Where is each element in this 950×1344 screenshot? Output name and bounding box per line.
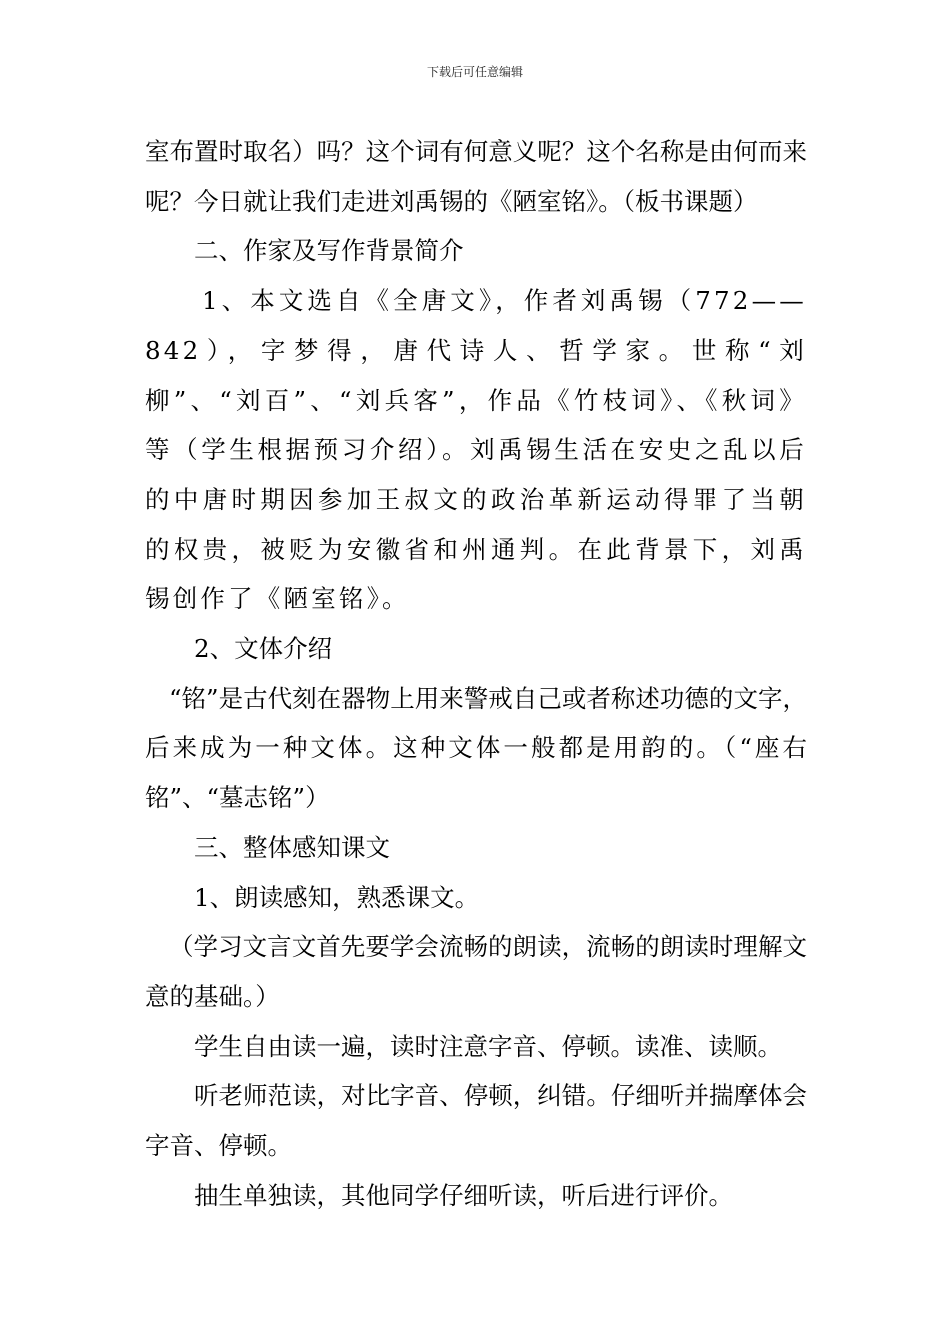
section-heading-author-background: 二、作家及写作背景简介: [194, 236, 464, 266]
section-heading-overall-perception: 三、整体感知课文: [194, 832, 390, 862]
paragraph-intro-continuation: 室布置时取名）吗？这个词有何意义呢？这个名称是由何而来呢？今日就让我们走进刘禹锡的《陋室铭》。（板书课题）: [145, 137, 807, 216]
subheading-genre: 2、文体介绍: [194, 634, 333, 664]
paragraph-free-reading: 学生自由读一遍，读时注意字音、停顿。读准、读顺。: [194, 1031, 782, 1061]
paragraph-author-intro: 1、本文选自《全唐文》，作者刘禹锡（772——842），字梦得，唐代诗人、哲学家。世称“刘柳”、“刘百”、“刘兵客”，作品《竹枝词》、《秋词》等（学生根据预习介绍）。刘禹锡生活在安史之乱以后的中唐时期因参加王叔文的政治革新运动得罪了当朝的权贵，被贬为安徽省和州通判。在此背景下，刘禹锡创作了《陋室铭》。: [145, 286, 807, 614]
page-header: 下载后可任意编辑: [426, 65, 523, 79]
paragraph-reading-note: （学习文言文首先要学会流畅的朗读，流畅的朗读时理解文意的基础。）: [145, 932, 807, 1011]
subheading-reading: 1、朗读感知，熟悉课文。: [194, 882, 480, 912]
document-body: [145, 127, 807, 1220]
paragraph-genre-intro: “铭”是古代刻在器物上用来警戒自己或者称述功德的文字，后来成为一种文体。这种文体一般都是用韵的。（“座右铭”、“墓志铭”）: [145, 683, 807, 813]
paragraph-teacher-reading: 听老师范读，对比字音、停顿，纠错。仔细听并揣摩体会字音、停顿。: [145, 1081, 807, 1161]
paragraph-individual-reading: 抽生单独读，其他同学仔细听读，听后进行评价。: [194, 1180, 733, 1210]
